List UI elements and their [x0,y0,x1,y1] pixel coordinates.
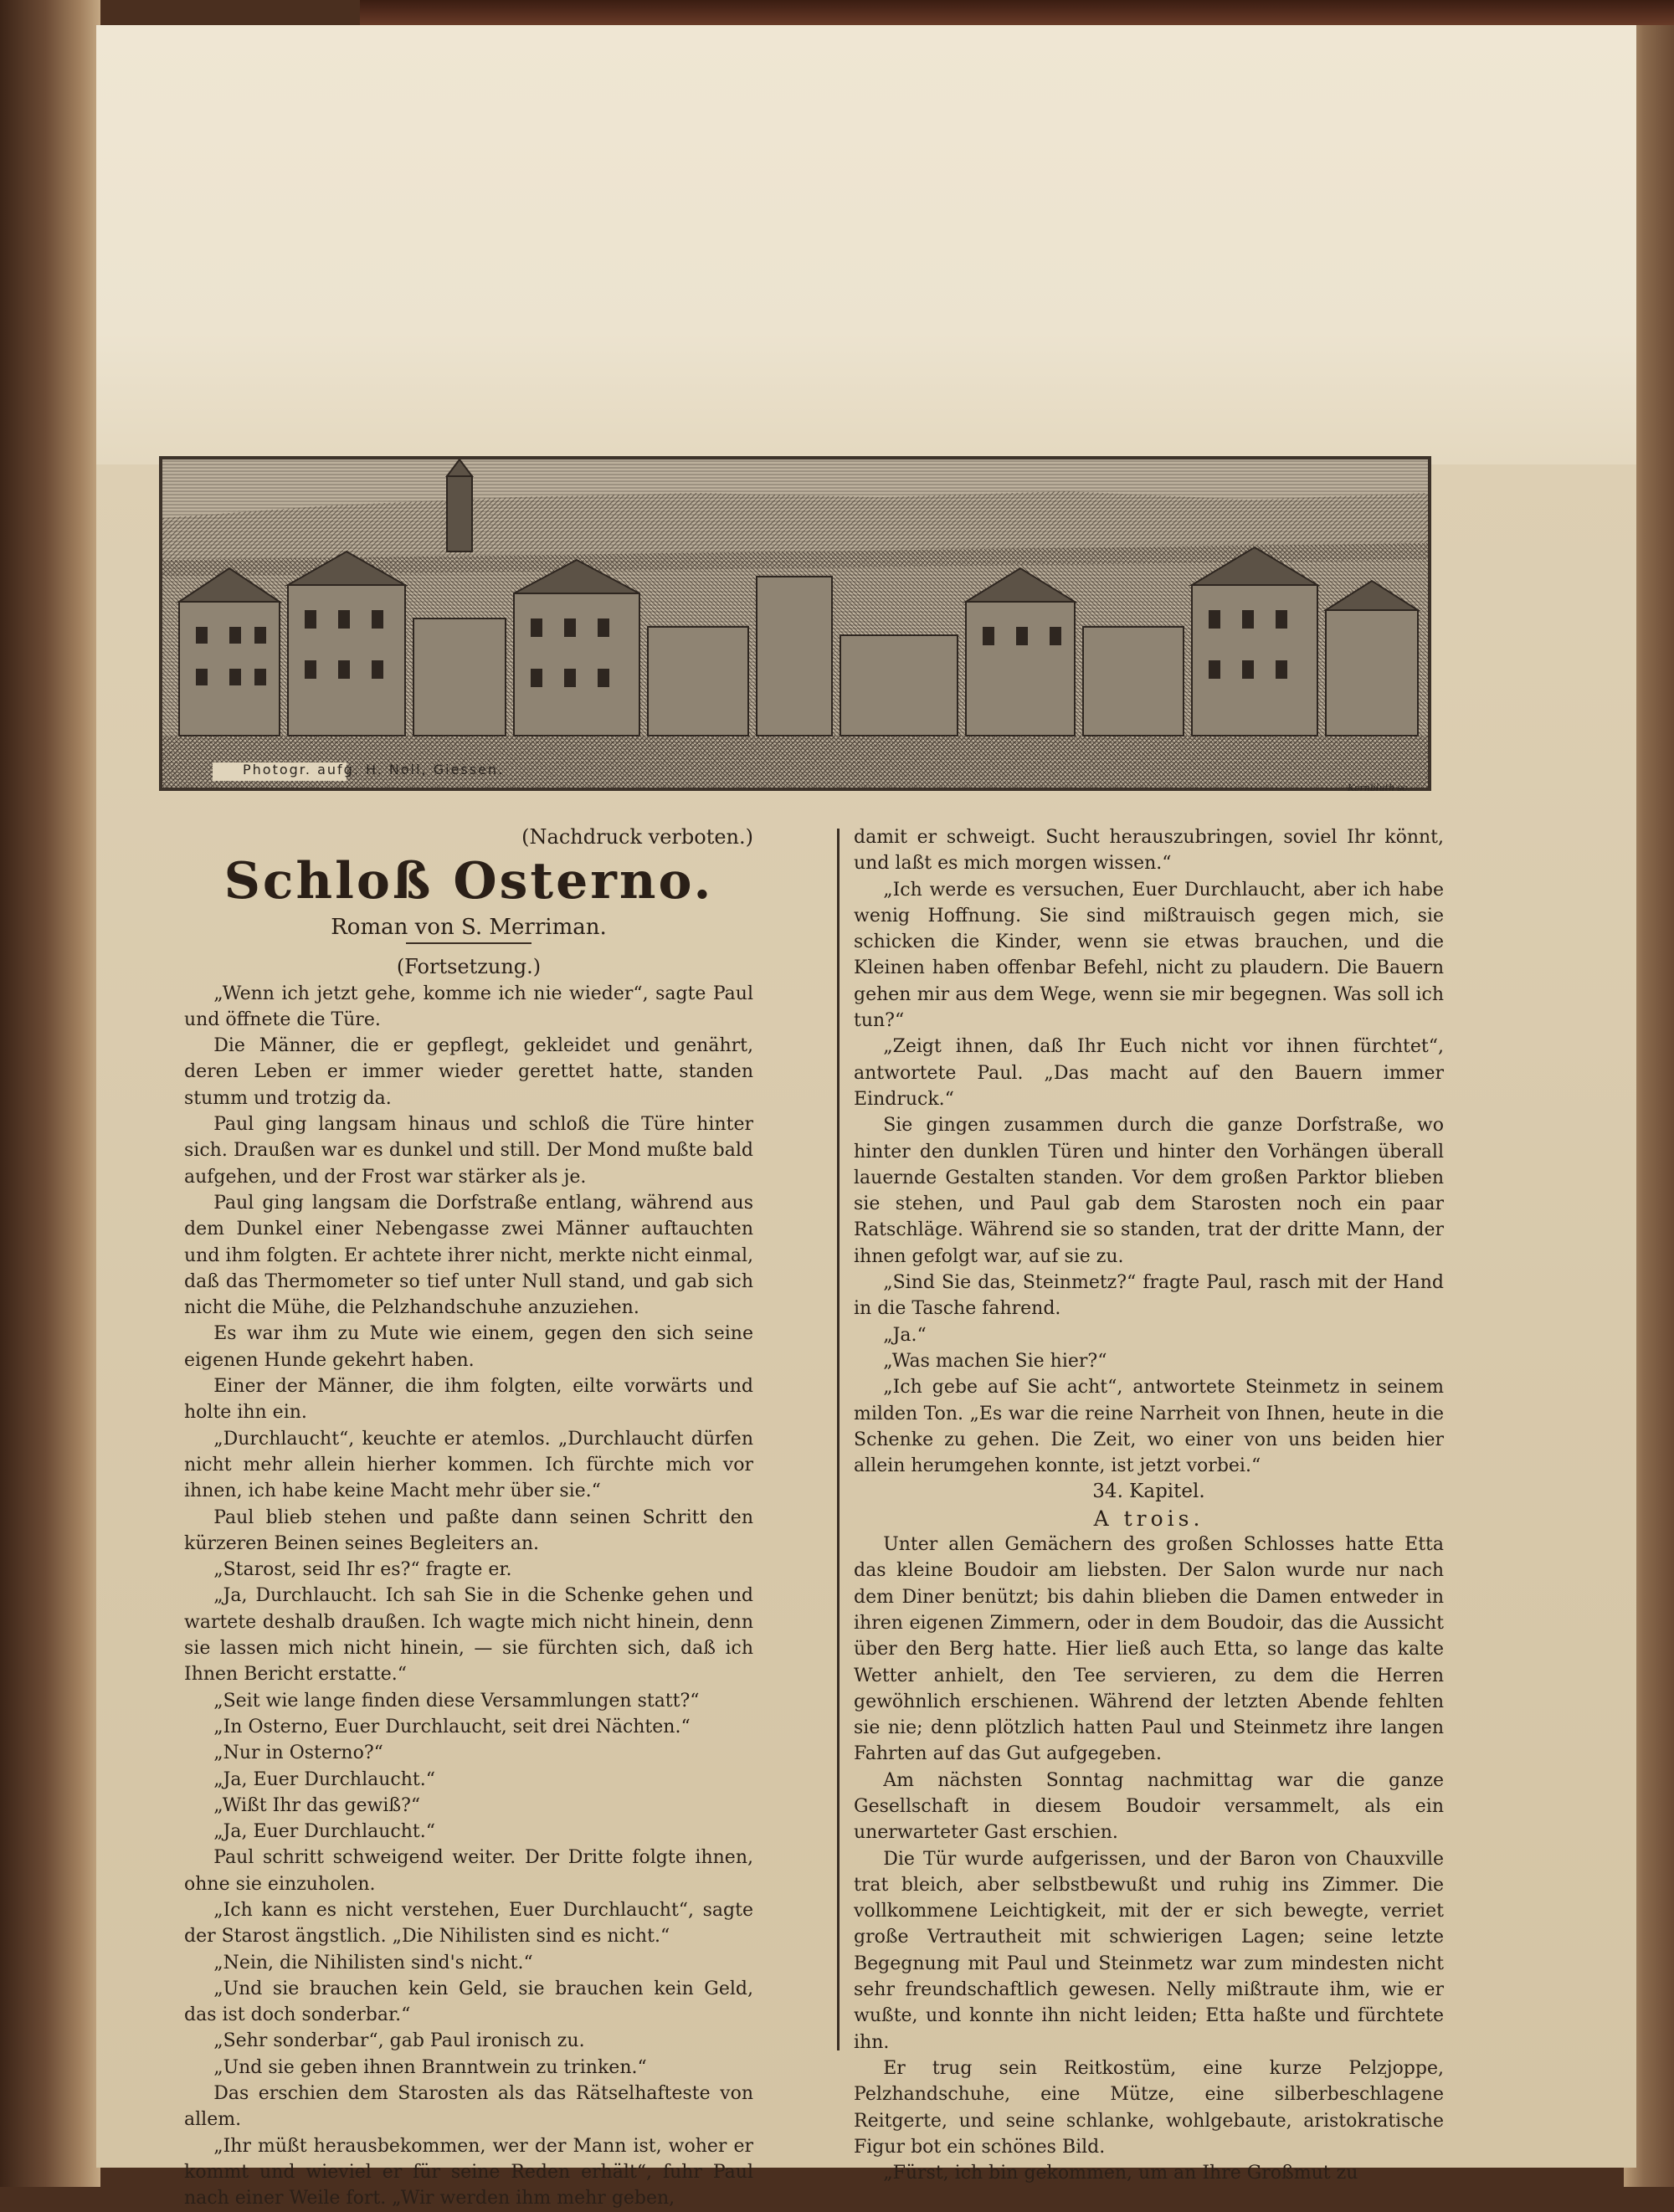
paragraph: „Wißt Ihr das gewiß?“ [213,1794,421,1816]
paragraph: „Ja.“ [883,1324,927,1346]
paragraph: damit er schweigt. Sucht herauszubringen, soviel Ihr könnt, und laßt es mich morgen wissen.“ [854,827,1444,875]
engraver-credit: Kornbluth sc. [1348,783,1410,793]
paragraph: „Sind Sie das, Steinmetz?“ fragte Paul, rasch mit der Hand in die Tasche fahrend. [854,1272,1444,1320]
paragraph: Er trug sein Reitkostüm, eine kurze Pelzjoppe, Pelzhandschuhe, eine Mütze, eine silberbeschlagene Reitgerte, und seine schlanke, wohlgebaute, aristokratische Figur bot ein schönes Bild. [854,2057,1444,2158]
paragraph: Sie gingen zusammen durch die ganze Dorfstraße, wo hinter den dunklen Türen und hinter den Vorhängen überall lauernde Gestalten standen. Vor dem großen Parktor blieben sie stehen, und Paul gab dem Starosten noch ein paar Ratschläge. Während sie so standen, trat der dritte Mann, der ihnen gefolgt war, auf sie zu. [854,1115,1444,1267]
paragraph: Paul blieb stehen und paßte dann seinen Schritt den kürzeren Beinen seines Begleiters an. [184,1506,753,1554]
paragraph: „Und sie geben ihnen Branntwein zu trinken.“ [213,2056,647,2078]
reprint-notice: (Nachdruck verboten.) [521,825,753,849]
paragraph: „Was machen Sie hier?“ [883,1350,1107,1372]
paragraph: „Ich gebe auf Sie acht“, antwortete Steinmetz in seinem milden Ton. „Es war die reine Narrheit von Ihnen, heute in die Schenke zu gehen. Die Zeit, wo einer von uns beiden hier allein herumgehen konnte, ist jetzt vorbei.“ [854,1377,1444,1477]
paragraph: „Seit wie lange finden diese Versammlungen statt?“ [213,1690,700,1712]
paragraph: „Durchlaucht“, keuchte er atemlos. „Durchlaucht dürfen nicht mehr allein hierher kommen. Ich fürchte mich vor ihnen, ich habe keine Macht mehr über sie.“ [184,1428,753,1502]
paragraph: „Ich werde es versuchen, Euer Durchlaucht, aber ich habe wenig Hoffnung. Sie sind mißtrauisch gegen mich, sie schicken die Kinder, wenn sie etwas brauchen, und die Kleinen haben offenbar Befehl, nicht zu plaudern. Die Bauern gehen mir aus dem Wege, wenn sie mir begegnen. Was soll ich tun?“ [854,879,1444,1032]
paragraph: „In Osterno, Euer Durchlaucht, seit drei Nächten.“ [213,1716,691,1737]
paragraph: Paul ging langsam die Dorfstraße entlang, während aus dem Dunkel einer Nebengasse zwei Männer auftauchten und ihm folgten. Er achtete ihrer nicht, merkte nicht einmal, daß das Thermometer so tief unter Null stand, und gab sich nicht die Mühe, die Pelzhandschuhe anzuziehen. [184,1192,754,1319]
town-illustration [159,456,1431,791]
continuation-label: (Fortsetzung.) [396,955,542,979]
article-byline: Roman von S. Merriman. [331,915,607,941]
paragraph: „Ihr müßt herausbekommen, wer der Mann ist, woher er kommt und wieviel er für seine Reden erhält“, fuhr Paul nach einer Weile fort. „Wir werden ihm mehr geben, [184,2135,753,2209]
paragraph: „Starost, seid Ihr es?“ fragte er. [213,1559,512,1581]
paragraph: „Fürst, ich bin gekommen, um an Ihre Großmut zu [883,2163,1358,2184]
paragraph: „Zeigt ihnen, daß Ihr Euch nicht vor ihnen fürchtet“, antwortete Paul. „Das macht auf den Bauern immer Eindruck.“ [854,1036,1444,1110]
photo-credit: Photogr. aufg. H. Noll, Giessen. [243,762,505,778]
book-binding [0,0,100,2187]
paragraph: „Ja, Durchlaucht. Ich sah Sie in die Schenke gehen und wartete deshalb draußen. Ich wagte mich nicht hinein, denn sie lassen mich nicht hinein, — sie fürchten sich, daß ich Ihnen Bericht erstatte.“ [184,1585,753,1686]
article-title: Schloß Osterno. [223,852,714,911]
paragraph: Einer der Männer, die ihm folgten, eilte vorwärts und holte ihn ein. [184,1376,753,1424]
paragraph: „Sehr sonderbar“, gab Paul ironisch zu. [213,2030,585,2052]
paragraph: „Ja, Euer Durchlaucht.“ [213,1768,435,1790]
paragraph: „Wenn ich jetzt gehe, komme ich nie wieder“, sagte Paul und öffnete die Türe. [184,983,753,1030]
chapter-title: A trois. [1093,1506,1204,1531]
paragraph: Paul ging langsam hinaus und schloß die Türe hinter sich. Draußen war es dunkel und still. Der Mond mußte bald aufgehen, und der Frost war stärker als je. [184,1114,753,1188]
paragraph: Die Tür wurde aufgerissen, und der Baron von Chauxville trat bleich, aber selbstbewußt und ruhig ins Zimmer. Die vollkommene Leichtigkeit, mit der er sich bewegte, verriet große Vertrautheit mit schwierigen Lagen; seine letzte Begegnung mit Paul und Steinmetz war zum mindesten nicht sehr freundschaftlich gewesen. Nelly mißtraute ihm, wie er wußte, und konnte ihn nicht leiden; Etta haßte und fürchtete ihn. [854,1848,1444,2053]
paragraph: Es war ihm zu Mute wie einem, gegen den sich seine eigenen Hunde gekehrt haben. [184,1323,753,1371]
paragraph: „Und sie brauchen kein Geld, sie brauchen kein Geld, das ist doch sonderbar.“ [184,1978,753,2026]
title-divider [406,942,531,944]
paragraph: Unter allen Gemächern des großen Schlosses hatte Etta das kleine Boudoir am liebsten. Der Salon wurde nur nach dem Diner benützt; bis dahin blieben die Damen entweder in ihren eigenen Zimmern, oder in dem Boudoir, das die Aussicht über den Berg hatte. Hier ließ auch Etta, so lange das kalte Wetter anhielt, den Tee servieren, zu dem die Herren gewöhnlich erschienen. Während der letzten Abende fehlten sie nie; denn plötzlich hatten Paul und Steinmetz ihre langen Fahrten auf das Gut aufgegeben. [854,1534,1444,1765]
paragraph: „Ja, Euer Durchlaucht.“ [213,1821,435,1843]
text-column-right [854,824,1444,2184]
paragraph: „Nur in Osterno?“ [213,1742,383,1764]
paragraph: Das erschien dem Starosten als das Rätselhafteste von allem. [184,2083,753,2131]
paragraph: „Nein, die Nihilisten sind's nicht.“ [213,1952,533,1973]
paragraph: Paul schritt schweigend weiter. Der Dritte folgte ihnen, ohne sie einzuholen. [184,1847,753,1895]
paragraph: Am nächsten Sonntag nachmittag war die ganze Gesellschaft in diesem Boudoir versammelt, als ein unerwarteter Gast erschien. [854,1769,1444,1844]
paragraph: „Ich kann es nicht verstehen, Euer Durchlaucht“, sagte der Starost ängstlich. „Die Nihilisten sind es nicht.“ [184,1899,753,1948]
column-divider [837,829,840,2050]
chapter-number: 34. Kapitel. [1092,1481,1205,1503]
text-column-left [184,824,754,2209]
blank-sheet [96,25,1636,466]
town-engraving [162,459,1428,788]
paragraph: Die Männer, die er gepflegt, gekleidet und genährt, deren Leben er immer wieder gerettet hatte, standen stumm und trotzig da. [184,1035,753,1109]
